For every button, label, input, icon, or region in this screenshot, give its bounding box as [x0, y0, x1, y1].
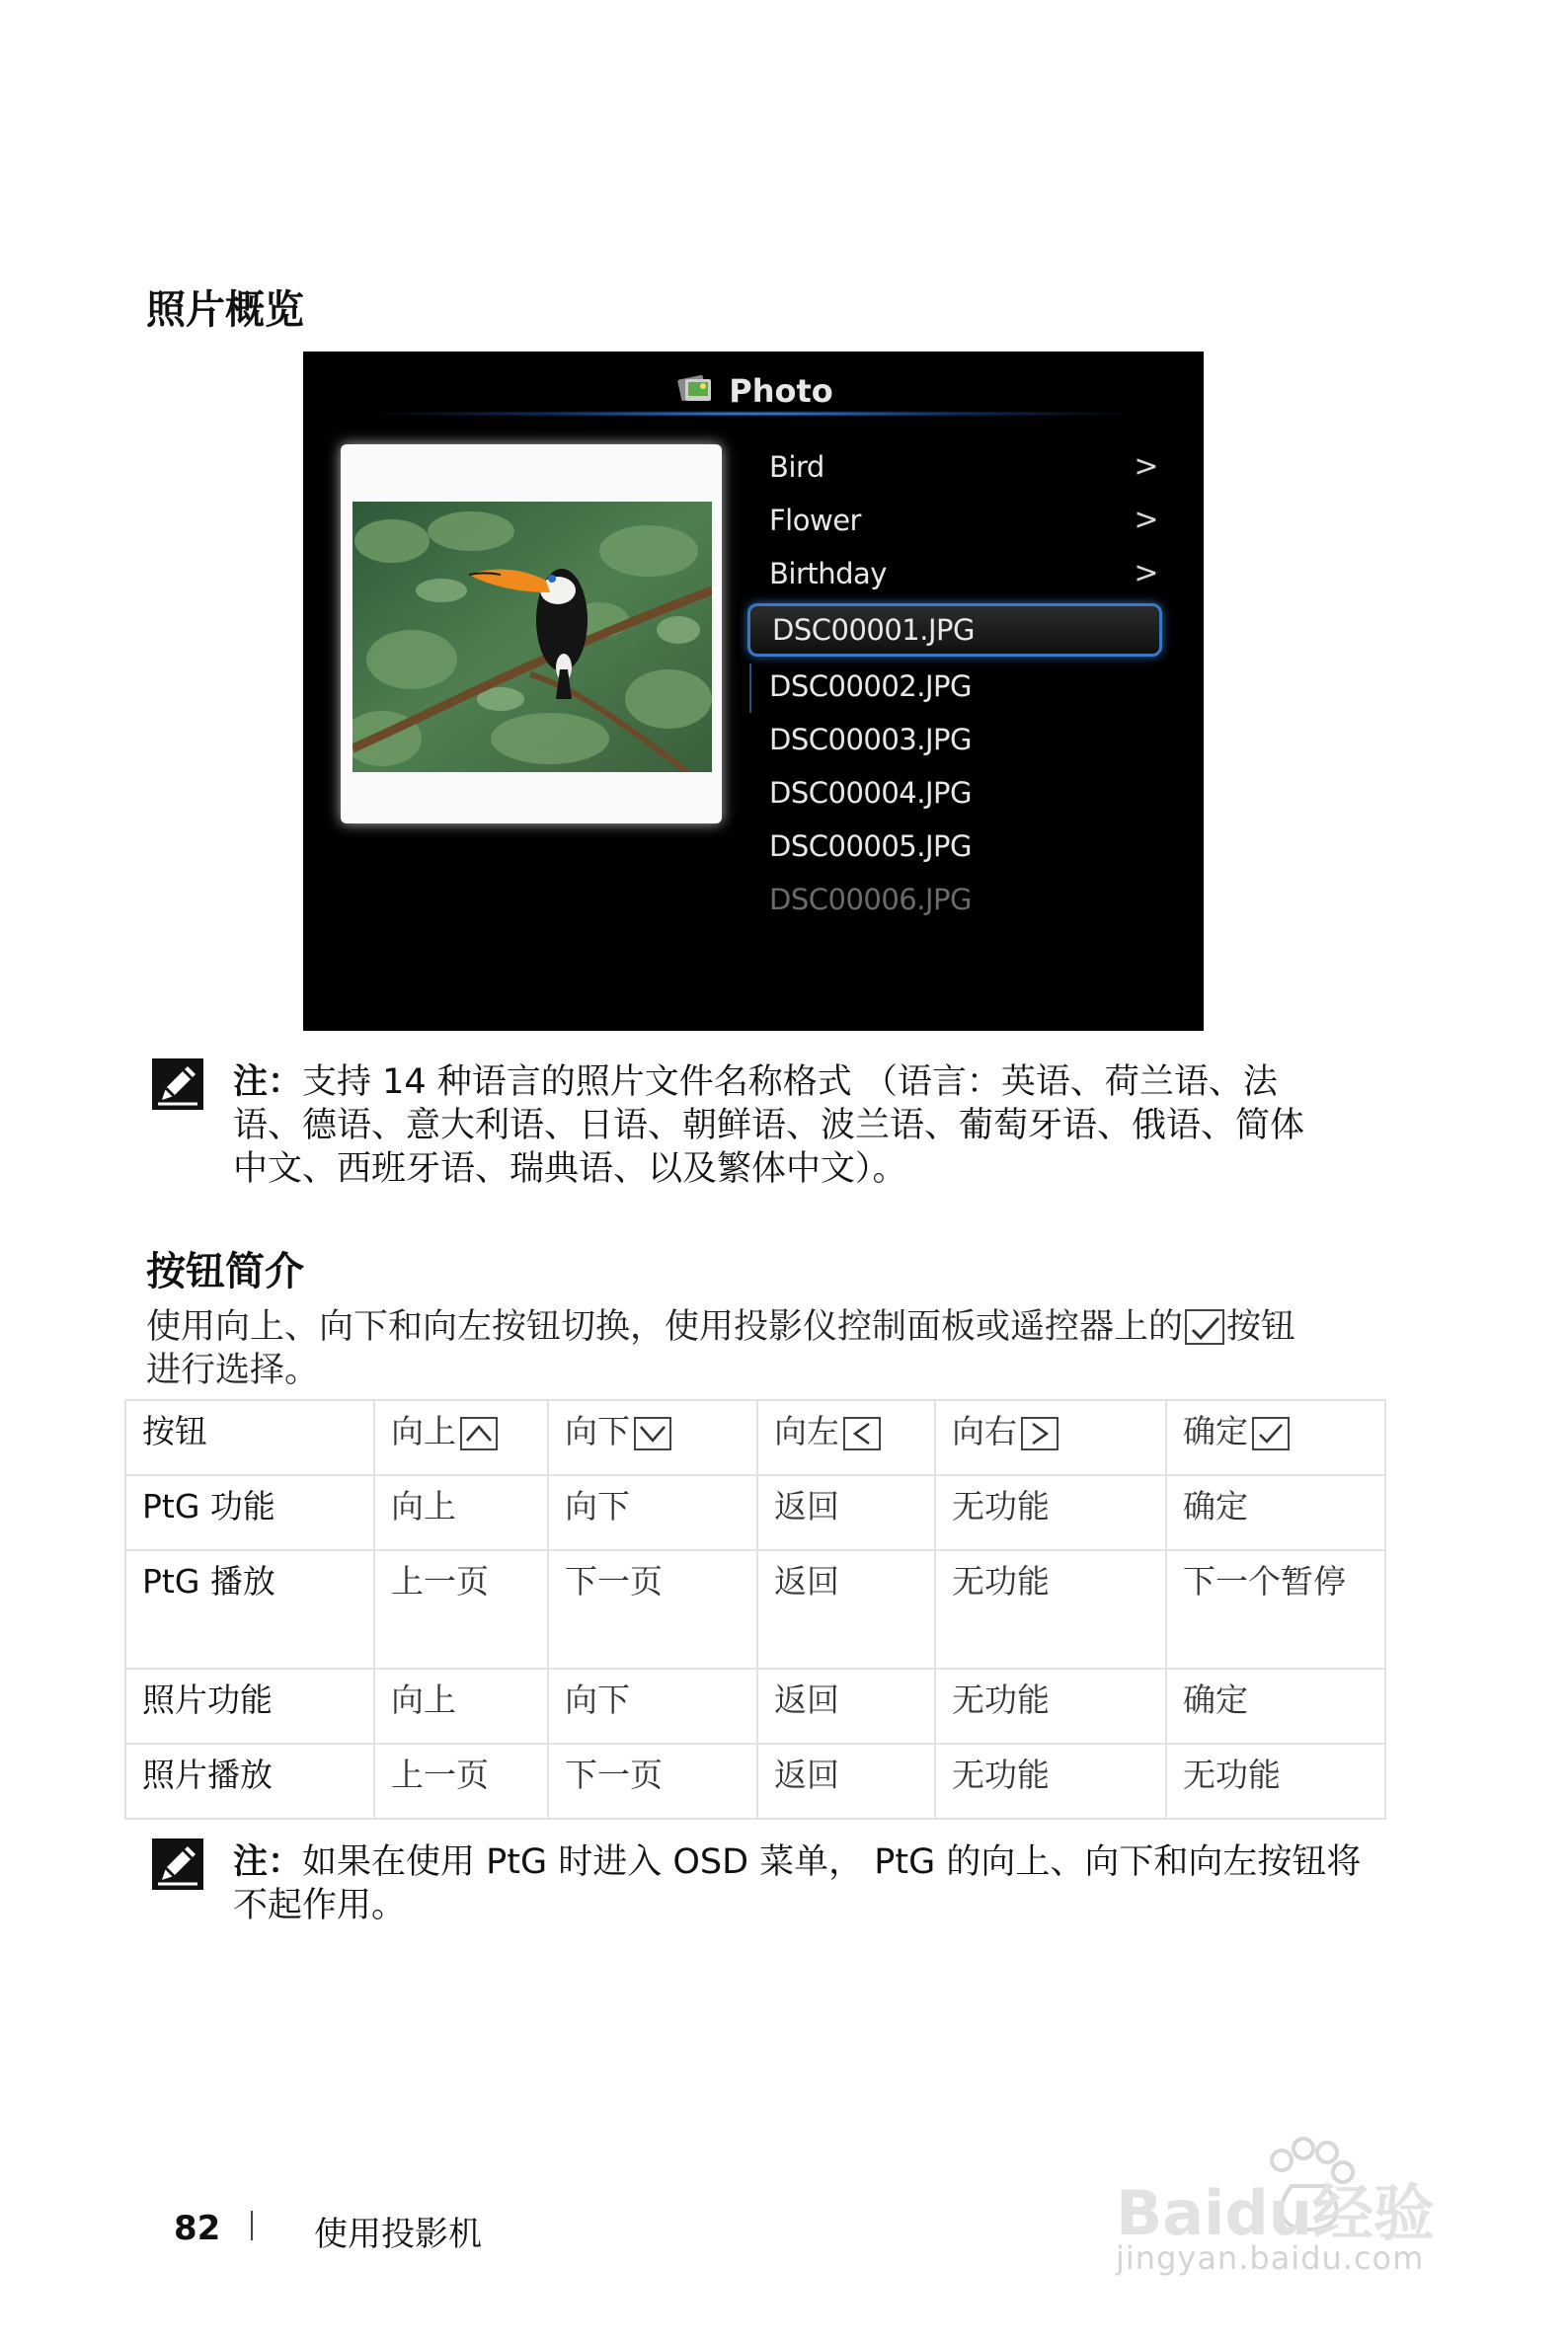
note-label: 注：	[233, 1062, 303, 1102]
table-row-head: PtG 播放	[125, 1550, 374, 1669]
table-row	[125, 1550, 1385, 1669]
table-cell: 无功能	[1166, 1744, 1385, 1819]
note-line: 支持 14 种语言的照片文件名称格式 （语言：英语、荷兰语、法	[302, 1062, 1278, 1102]
note-pencil-icon	[152, 1058, 203, 1114]
file-label: DSC00004.JPG	[769, 776, 972, 810]
table-row	[125, 1475, 1385, 1550]
chevron-right-icon: >	[1134, 503, 1158, 537]
photo-folder-icon	[673, 369, 717, 413]
table-cell: 下一个暂停	[1166, 1550, 1385, 1669]
folder-item-bird[interactable]	[747, 440, 1182, 494]
table-header-cell: 向左	[757, 1400, 935, 1475]
note-line: 不起作用。	[233, 1886, 407, 1925]
note-pencil-icon	[152, 1838, 203, 1894]
note-language-support	[233, 1060, 1369, 1191]
right-arrow-key-icon	[1021, 1417, 1058, 1450]
chevron-right-icon: >	[1134, 449, 1158, 484]
file-item[interactable]	[747, 820, 1182, 873]
note-label: 注：	[233, 1842, 303, 1882]
folder-label: Birthday	[769, 557, 887, 590]
file-item-selected[interactable]	[747, 603, 1162, 657]
up-arrow-key-icon	[460, 1417, 498, 1450]
file-label: DSC00002.JPG	[769, 669, 972, 703]
folder-item-birthday[interactable]	[747, 547, 1182, 600]
table-cell: 向上	[374, 1475, 548, 1550]
table-cell: 确定	[1166, 1669, 1385, 1744]
table-cell: 无功能	[935, 1475, 1166, 1550]
file-label: DSC00001.JPG	[772, 613, 975, 647]
table-header-cell: 按钮	[125, 1400, 374, 1475]
file-item[interactable]	[747, 660, 1182, 713]
photo-file-list	[747, 440, 1182, 926]
intro-text: 按钮	[1226, 1307, 1296, 1347]
left-arrow-key-icon	[843, 1417, 881, 1450]
photo-menu-screenshot	[303, 352, 1204, 1031]
photo-preview-frame	[341, 444, 722, 823]
table-cell: 返回	[757, 1550, 935, 1669]
footer-chapter-title: 使用投影机	[314, 2215, 482, 2254]
table-cell: 返回	[757, 1475, 935, 1550]
note-line: 语、德语、意大利语、日语、朝鲜语、波兰语、葡萄牙语、俄语、简体	[233, 1106, 1305, 1145]
file-label: DSC00005.JPG	[769, 829, 972, 863]
table-cell: 下一页	[548, 1744, 757, 1819]
table-cell: 返回	[757, 1669, 935, 1744]
table-header-cell: 向右	[935, 1400, 1166, 1475]
file-item[interactable]	[747, 873, 1182, 926]
list-scroll-indicator	[749, 664, 751, 713]
table-row-head: 照片播放	[125, 1744, 374, 1819]
check-key-icon	[1185, 1309, 1224, 1345]
table-cell: 上一页	[374, 1550, 548, 1669]
table-header-cell: 向下	[548, 1400, 757, 1475]
note-line: 如果在使用 PtG 时进入 OSD 菜单， PtG 的向上、向下和向左按钮将	[302, 1842, 1362, 1882]
table-header-cell: 确定	[1166, 1400, 1385, 1475]
table-row	[125, 1669, 1385, 1744]
file-item[interactable]	[747, 766, 1182, 820]
watermark-brand: Baidu经验	[1116, 2177, 1435, 2249]
table-row-head: 照片功能	[125, 1669, 374, 1744]
section-heading-photo-overview: 照片概览	[146, 287, 304, 333]
file-label: DSC00006.JPG	[769, 883, 972, 916]
intro-text: 使用向上、向下和向左按钮切换，使用投影仪控制面板或遥控器上的	[146, 1307, 1184, 1347]
table-cell: 返回	[757, 1744, 935, 1819]
note-ptg-osd	[233, 1840, 1369, 1927]
intro-text: 进行选择。	[146, 1351, 320, 1390]
table-cell: 无功能	[935, 1550, 1166, 1669]
table-cell: 向下	[548, 1669, 757, 1744]
buttons-intro-paragraph	[146, 1305, 1430, 1392]
watermark-url: jingyan.baidu.com	[1116, 2239, 1425, 2277]
check-key-icon	[1252, 1417, 1290, 1450]
table-row-head: PtG 功能	[125, 1475, 374, 1550]
chevron-right-icon: >	[1134, 556, 1158, 590]
table-header-cell: 向上	[374, 1400, 548, 1475]
toucan-photo-thumbnail	[353, 502, 712, 772]
table-row	[125, 1744, 1385, 1819]
table-cell: 无功能	[935, 1744, 1166, 1819]
table-cell: 下一页	[548, 1550, 757, 1669]
down-arrow-key-icon	[634, 1417, 671, 1450]
folder-label: Flower	[769, 504, 861, 537]
note-line: 中文、西班牙语、瑞典语、以及繁体中文）。	[233, 1149, 907, 1189]
button-function-table	[124, 1399, 1386, 1820]
table-cell: 无功能	[935, 1669, 1166, 1744]
file-item[interactable]	[747, 713, 1182, 766]
photo-menu-title: Photo	[729, 372, 833, 410]
footer-separator	[251, 2211, 253, 2240]
file-label: DSC00003.JPG	[769, 723, 972, 756]
page-number: 82	[174, 2209, 221, 2248]
table-cell: 上一页	[374, 1744, 548, 1819]
folder-item-flower[interactable]	[747, 494, 1182, 547]
section-heading-buttons: 按钮简介	[146, 1249, 304, 1294]
folder-label: Bird	[769, 450, 824, 484]
header-glow-divider	[382, 411, 1125, 417]
table-header-row	[125, 1400, 1385, 1475]
table-cell: 向上	[374, 1669, 548, 1744]
table-cell: 确定	[1166, 1475, 1385, 1550]
table-cell: 向下	[548, 1475, 757, 1550]
